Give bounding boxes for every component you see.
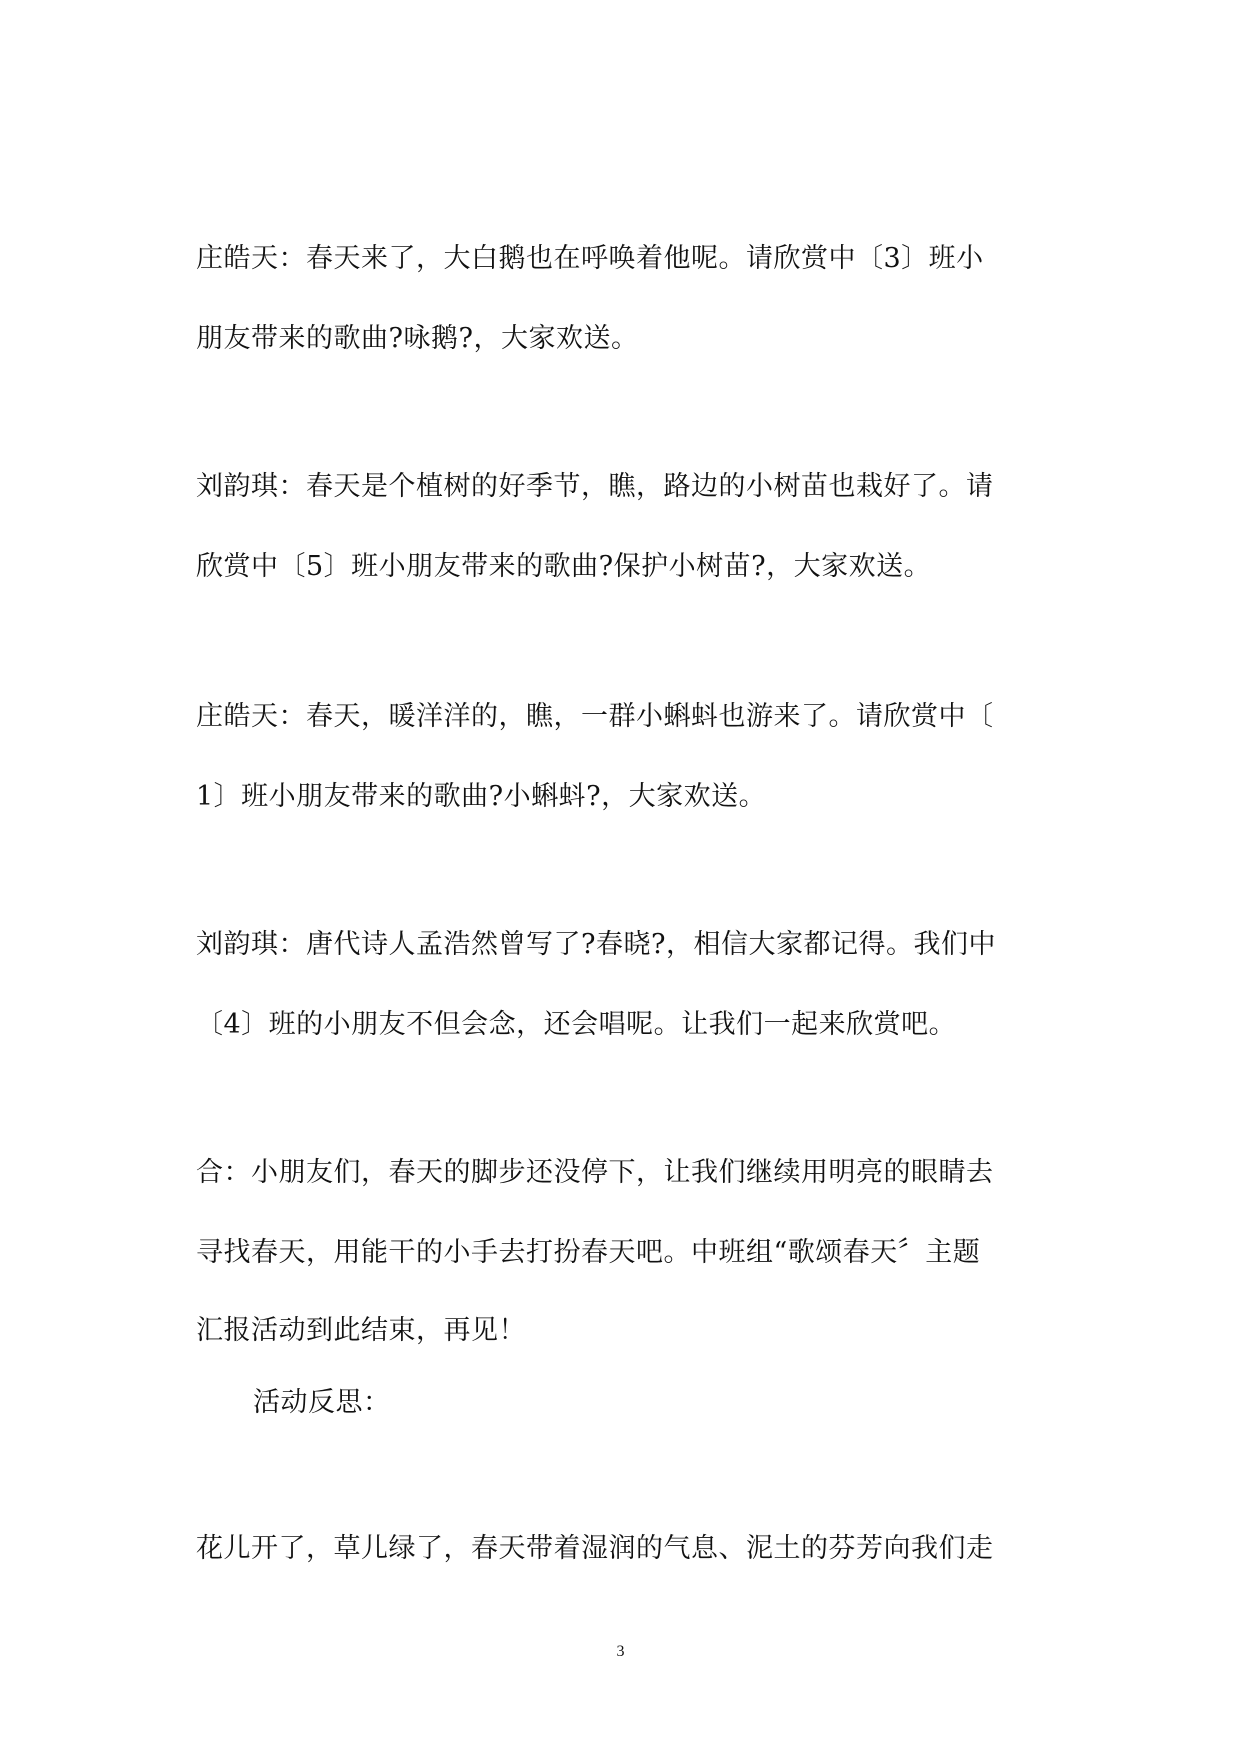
section-heading: 活动反思： (253, 1387, 391, 1418)
text-line: 汇报活动到此结束，再见！ (196, 1315, 526, 1346)
page-number: 3 (616, 1643, 625, 1660)
text-line: 刘韵琪：唐代诗人孟浩然曾写了?春晓?，相信大家都记得。我们中 (196, 929, 996, 960)
text-line: 〔4〕班的小朋友不但会念，还会唱呢。让我们一起来欣赏吧。 (196, 1009, 957, 1040)
text-line: 庄皓天：春天来了，大白鹅也在呼唤着他呢。请欣赏中〔3〕班小 (196, 243, 984, 274)
text-line: 合：小朋友们，春天的脚步还没停下，让我们继续用明亮的眼睛去 (196, 1157, 994, 1188)
text-line: 朋友带来的歌曲?咏鹅?，大家欢送。 (196, 323, 639, 354)
text-line: 1〕班小朋友带来的歌曲?小蝌蚪?，大家欢送。 (196, 781, 767, 812)
text-line: 寻找春天，用能干的小手去打扮春天吧。中班组“歌颂春天〞主题 (196, 1237, 981, 1268)
text-line: 花儿开了，草儿绿了，春天带着湿润的气息、泥土的芬芳向我们走 (196, 1533, 994, 1564)
text-line: 刘韵琪：春天是个植树的好季节，瞧，路边的小树苗也栽好了。请 (196, 471, 994, 502)
text-line: 欣赏中〔5〕班小朋友带来的歌曲?保护小树苗?，大家欢送。 (196, 551, 932, 582)
text-line: 庄皓天：春天，暖洋洋的，瞧，一群小蝌蚪也游来了。请欣赏中〔 (196, 701, 994, 732)
